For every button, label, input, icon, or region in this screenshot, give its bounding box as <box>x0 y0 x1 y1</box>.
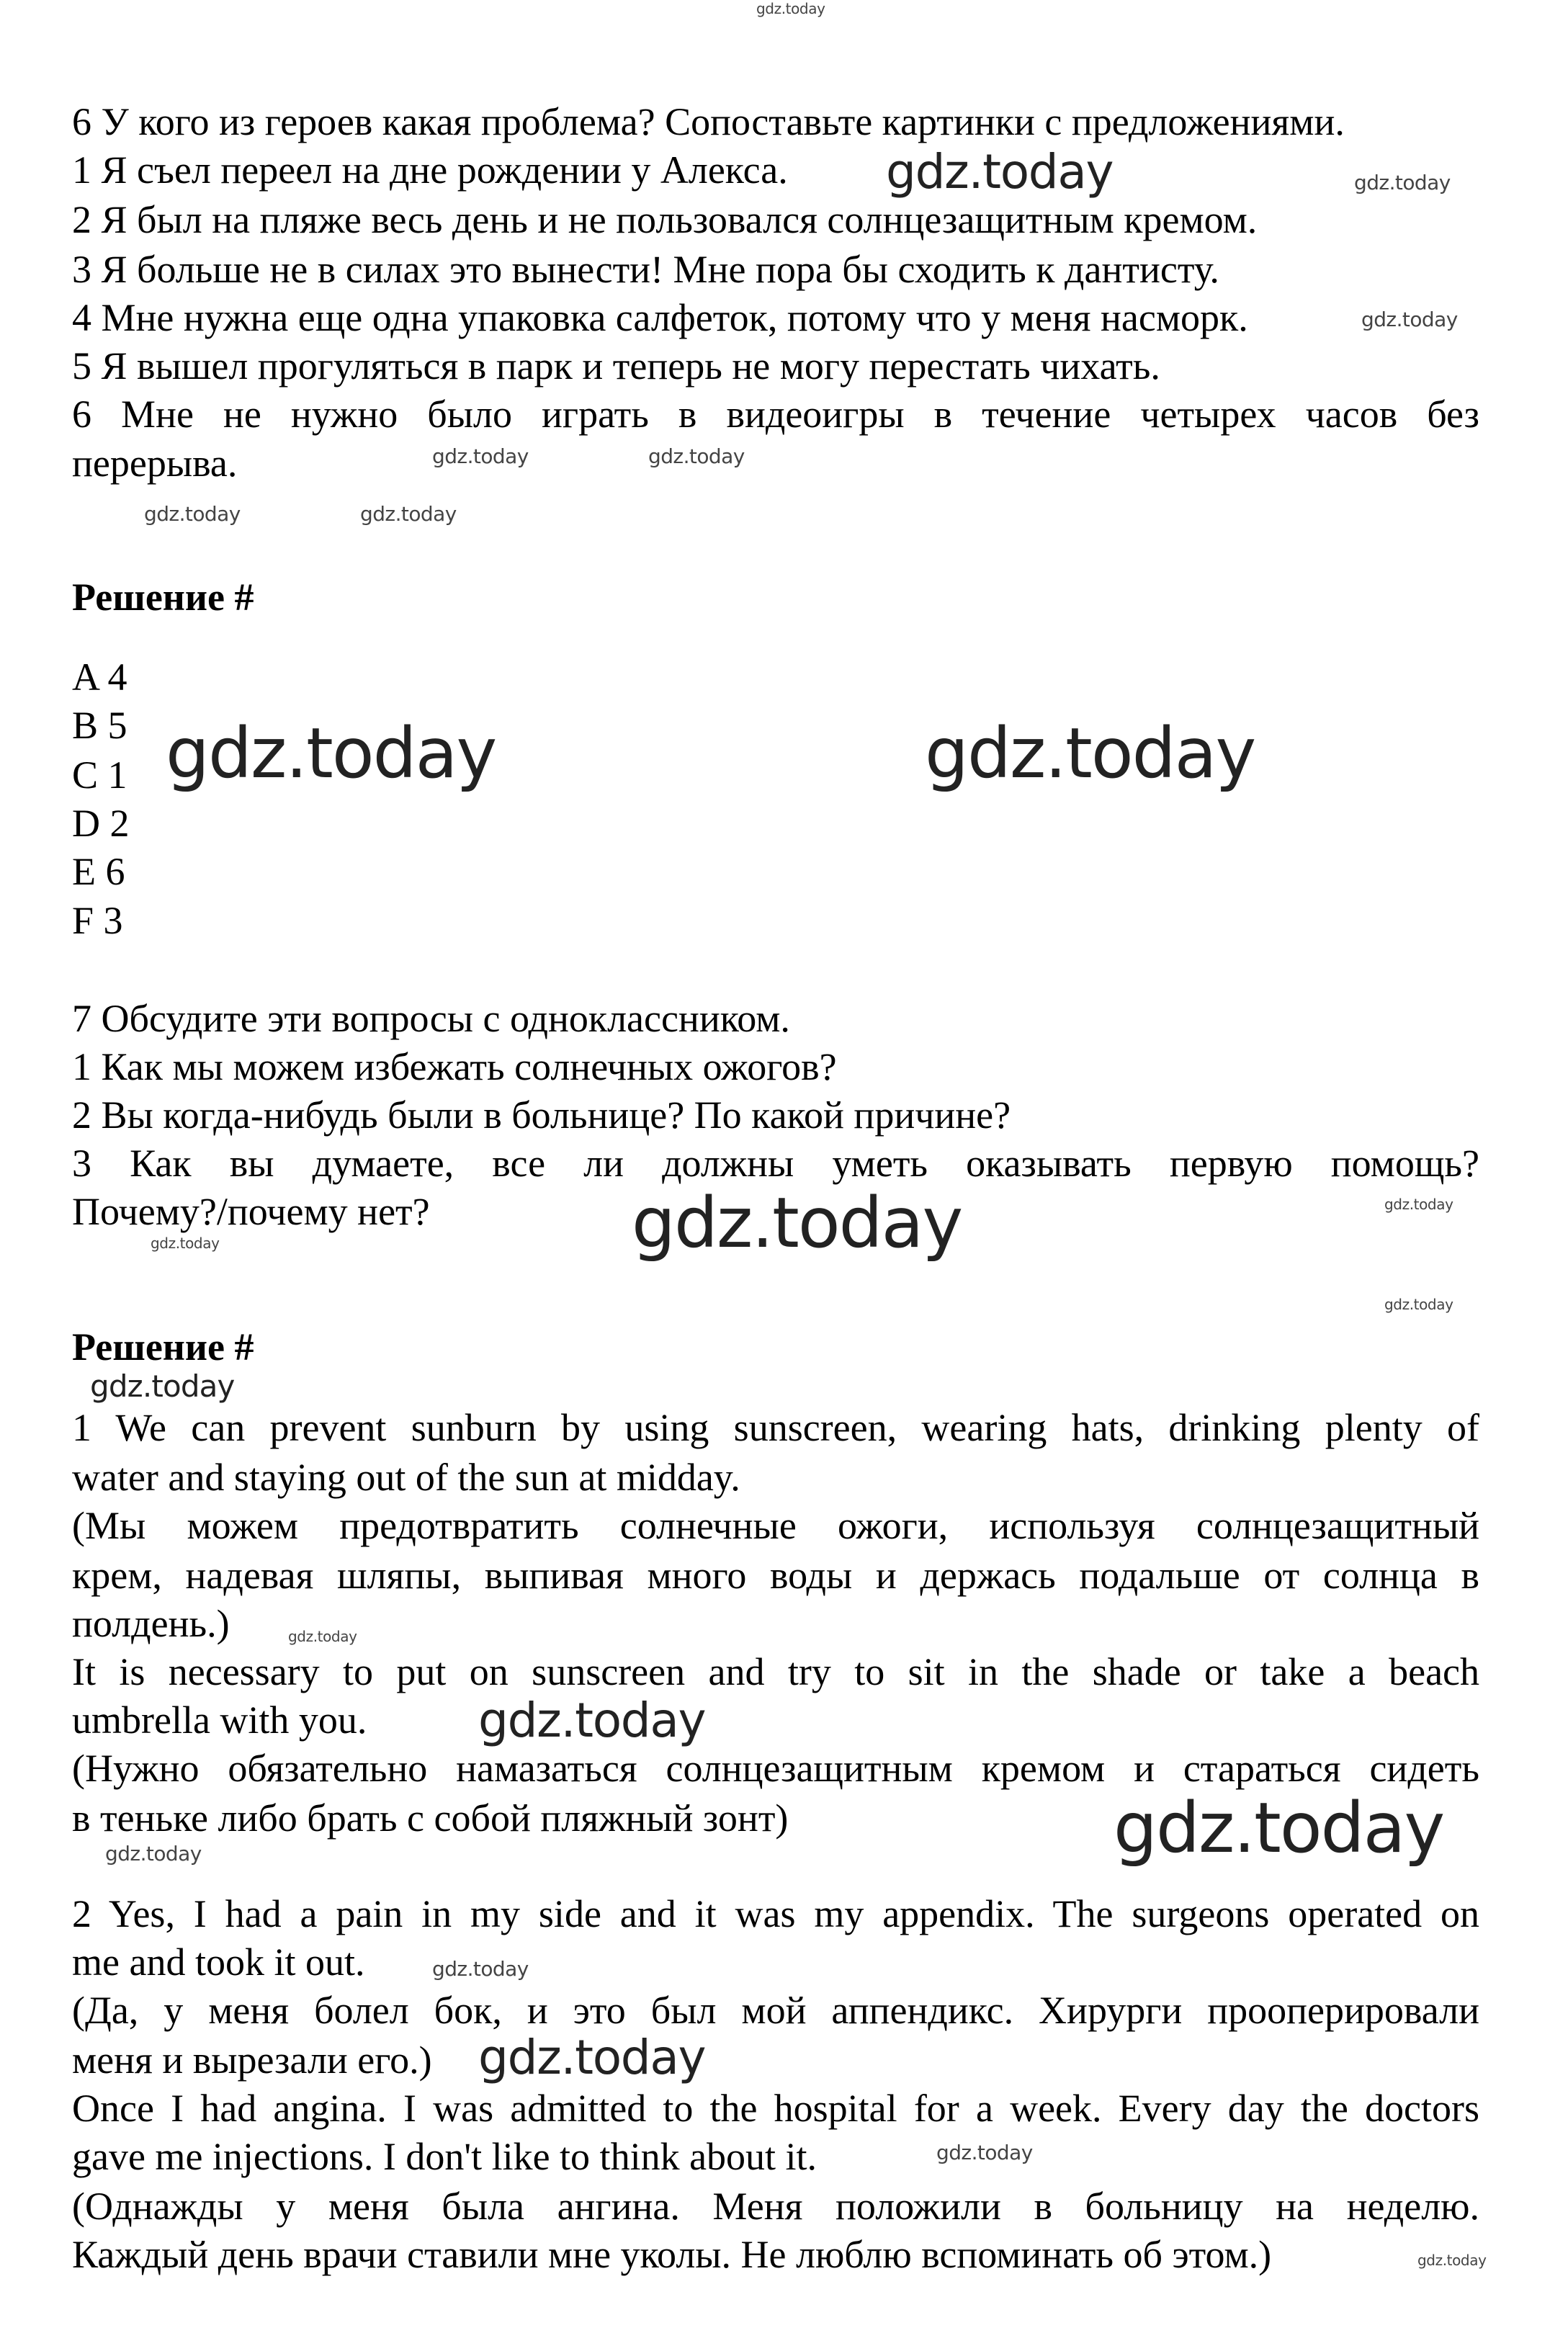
answer-item: F 3 <box>72 899 123 942</box>
exercise-6-item: 4 Мне нужна еще одна упаковка салфеток, потому что у меня насморк. <box>72 296 1248 339</box>
answer-item: A 4 <box>72 655 127 699</box>
exercise-6-item: перерыва. <box>72 442 238 485</box>
answer-line: меня и вырезали его.) <box>72 2038 432 2082</box>
answer-item: C 1 <box>72 753 127 797</box>
answer-line: It is necessary to put on sunscreen and try to sit in the shade or take a beach <box>72 1650 1479 1693</box>
watermark: gdz.today <box>1384 1296 1453 1313</box>
watermark: gdz.today <box>478 1693 706 1748</box>
answer-line: 1 We can prevent sunburn by using sunscreen, wearing hats, drinking plenty of <box>72 1406 1479 1449</box>
watermark: gdz.today <box>648 444 745 468</box>
exercise-6-item: 6 Мне не нужно было играть в видеоигры в течение четырех часов без <box>72 393 1479 436</box>
exercise-6-item: 5 Я вышел прогуляться в парк и теперь не могу перестать чихать. <box>72 344 1160 388</box>
watermark: gdz.today <box>151 1235 220 1252</box>
answer-line: крем, надевая шляпы, выпивая много воды и держась подальше от солнца в <box>72 1554 1479 1597</box>
answer-item: E 6 <box>72 850 125 893</box>
answer-line: me and took it out. <box>72 1940 365 1984</box>
watermark: gdz.today <box>756 0 825 17</box>
exercise-6-item: 1 Я съел переел на дне рождении у Алекса. <box>72 148 788 192</box>
watermark: gdz.today <box>105 1842 202 1866</box>
watermark: gdz.today <box>1361 308 1458 331</box>
answer-line: (Нужно обязательно намазаться солнцезащитным кремом и стараться сидеть <box>72 1747 1479 1790</box>
answer-line: Once I had angina. I was admitted to the hospital for a week. Every day the doctors <box>72 2087 1479 2130</box>
answer-line: Каждый день врачи ставили мне уколы. Не люблю вспоминать об этом.) <box>72 2233 1272 2276</box>
exercise-7-question: Почему?/почему нет? <box>72 1190 430 1233</box>
exercise-6-title: 6 У кого из героев какая проблема? Сопоставьте картинки с предложениями. <box>72 100 1345 143</box>
exercise-7-title: 7 Обсудите эти вопросы с одноклассником. <box>72 997 790 1040</box>
watermark: gdz.today <box>432 444 529 468</box>
watermark: gdz.today <box>144 502 241 526</box>
answer-line: (Однажды у меня была ангина. Меня положили в больницу на неделю. <box>72 2185 1479 2228</box>
watermark: gdz.today <box>90 1369 235 1404</box>
watermark: gdz.today <box>288 1628 357 1645</box>
answer-line: (Мы можем предотвратить солнечные ожоги, используя солнцезащитный <box>72 1504 1479 1547</box>
answer-line: полдень.) <box>72 1602 230 1645</box>
answer-line: в теньке либо брать с собой пляжный зонт) <box>72 1796 789 1840</box>
exercise-6-item: 3 Я больше не в силах это вынести! Мне пора бы сходить к дантисту. <box>72 248 1219 291</box>
exercise-7-question: 3 Как вы думаете, все ли должны уметь оказывать первую помощь? <box>72 1142 1479 1185</box>
watermark: gdz.today <box>166 713 496 794</box>
watermark: gdz.today <box>432 1957 529 1981</box>
watermark: gdz.today <box>1354 171 1451 194</box>
watermark: gdz.today <box>360 502 457 526</box>
answer-line: (Да, у меня болел бок, и это был мой аппендикс. Хирурги прооперировали <box>72 1989 1479 2032</box>
answer-line: water and staying out of the sun at midday. <box>72 1456 740 1499</box>
exercise-7-question: 1 Как мы можем избежать солнечных ожогов? <box>72 1045 837 1088</box>
watermark: gdz.today <box>1384 1196 1453 1213</box>
answer-item: B 5 <box>72 704 127 747</box>
solution-heading: Решение # <box>72 576 254 619</box>
answer-line: umbrella with you. <box>72 1698 367 1742</box>
watermark: gdz.today <box>478 2030 706 2085</box>
exercise-6-item: 2 Я был на пляже весь день и не пользовался солнцезащитным кремом. <box>72 198 1258 241</box>
watermark: gdz.today <box>1114 1788 1444 1868</box>
watermark: gdz.today <box>925 713 1255 794</box>
watermark: gdz.today <box>1417 2252 1487 2269</box>
watermark: gdz.today <box>936 2141 1033 2164</box>
answer-line: 2 Yes, I had a pain in my side and it was my appendix. The surgeons operated on <box>72 1892 1479 1935</box>
exercise-7-question: 2 Вы когда-нибудь были в больнице? По какой причине? <box>72 1093 1011 1137</box>
solution-heading: Решение # <box>72 1325 254 1369</box>
watermark: gdz.today <box>632 1183 962 1263</box>
watermark: gdz.today <box>886 144 1114 200</box>
answer-item: D 2 <box>72 802 130 845</box>
answer-line: gave me injections. I don't like to think about it. <box>72 2135 817 2178</box>
